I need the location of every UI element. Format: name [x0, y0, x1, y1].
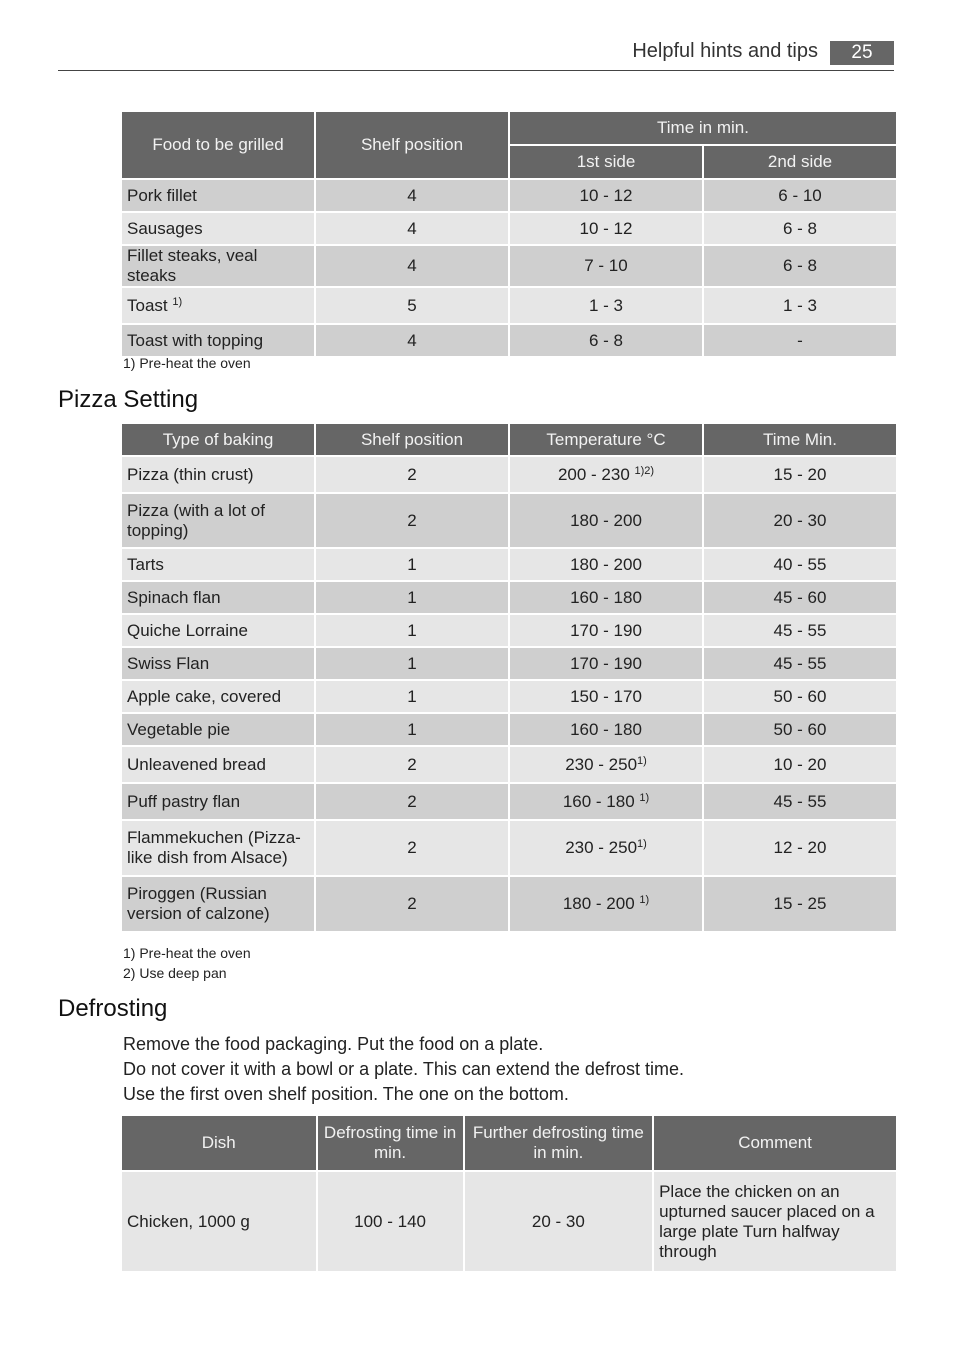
temp-cell: 160 - 180	[510, 582, 702, 613]
second-side-cell: -	[704, 325, 896, 356]
type-cell: Pizza (with a lot of topping)	[122, 494, 314, 547]
table-row	[122, 714, 896, 745]
time-cell: 10 - 20	[704, 747, 896, 782]
table-row	[122, 180, 896, 211]
pizza-header-type: Type of baking	[122, 424, 314, 455]
food-cell: Pork fillet	[122, 180, 314, 211]
pizza-section-title: Pizza Setting	[58, 386, 199, 413]
shelf-cell: 1	[316, 582, 508, 613]
time-cell: 45 - 55	[704, 784, 896, 819]
pizza-footnote-2: 2) Use deep pan	[123, 965, 227, 981]
defrost-time-cell: 100 - 140	[318, 1172, 463, 1271]
table-row	[122, 288, 896, 323]
shelf-cell: 2	[316, 784, 508, 819]
shelf-cell: 2	[316, 457, 508, 492]
dish-cell: Chicken, 1000 g	[122, 1172, 316, 1271]
second-side-cell: 6 - 8	[704, 213, 896, 244]
time-cell: 50 - 60	[704, 714, 896, 745]
defrost-paragraph-1: Remove the food packaging. Put the food on a plate.	[123, 1034, 544, 1054]
shelf-cell: 1	[316, 549, 508, 580]
type-cell: Quiche Lorraine	[122, 615, 314, 646]
table-row	[122, 821, 896, 875]
temp-cell: 160 - 180 $^{1)}$	[510, 784, 702, 819]
first-side-cell: 7 - 10	[510, 246, 702, 286]
type-cell: Pizza (thin crust)	[122, 457, 314, 492]
type-cell: Swiss Flan	[122, 648, 314, 679]
defrost-paragraph-3: Use the first oven shelf position. The one on the bottom.	[123, 1084, 569, 1104]
table-row	[122, 457, 896, 492]
table-row	[122, 681, 896, 712]
type-cell: Flammekuchen (Pizza-like dish from Alsace)	[122, 821, 314, 875]
second-side-cell: 6 - 8	[704, 246, 896, 286]
table-row	[122, 494, 896, 547]
defrost-section-title: Defrosting	[58, 995, 168, 1022]
time-cell: 20 - 30	[704, 494, 896, 547]
temp-cell: 200 - 230 $^{1)2)}$	[510, 457, 702, 492]
table-row	[122, 615, 896, 646]
food-cell: Sausages	[122, 213, 314, 244]
food-cell: Toast with topping	[122, 325, 314, 356]
header-title: Helpful hints and tips	[632, 40, 818, 62]
table-row	[122, 877, 896, 931]
type-cell: Piroggen (Russian version of calzone)	[122, 877, 314, 931]
second-side-cell: 6 - 10	[704, 180, 896, 211]
time-cell: 15 - 25	[704, 877, 896, 931]
table-row	[122, 648, 896, 679]
temp-cell: 150 - 170	[510, 681, 702, 712]
table-row	[122, 213, 896, 244]
time-cell: 15 - 20	[704, 457, 896, 492]
table-row	[122, 549, 896, 580]
food-cell: Toast $^{1)}$	[122, 288, 314, 323]
type-cell: Apple cake, covered	[122, 681, 314, 712]
table-row	[122, 246, 896, 286]
comment-cell: Place the chicken on an upturned saucer placed on a large plate Turn halfway through	[654, 1172, 896, 1271]
shelf-cell: 4	[316, 213, 508, 244]
type-cell: Unleavened bread	[122, 747, 314, 782]
temp-cell: 160 - 180	[510, 714, 702, 745]
shelf-cell: 1	[316, 615, 508, 646]
food-cell: Fillet steaks, veal steaks	[122, 246, 314, 286]
temp-cell: 170 - 190	[510, 615, 702, 646]
grill-header-second-side: 2nd side	[704, 146, 896, 178]
grill-footnote: 1) Pre-heat the oven	[123, 355, 251, 371]
grill-header-time: Time in min.	[510, 112, 896, 144]
defrost-header-further: Further defrosting time in min.	[465, 1116, 652, 1170]
grill-header-shelf: Shelf position	[316, 112, 508, 178]
pizza-header-temp: Temperature °C	[510, 424, 702, 455]
temp-cell: 230 - 250$^{1)}$	[510, 747, 702, 782]
temp-cell: 170 - 190	[510, 648, 702, 679]
time-cell: 12 - 20	[704, 821, 896, 875]
shelf-cell: 2	[316, 494, 508, 547]
pizza-table	[120, 422, 898, 933]
defrost-paragraph-2: Do not cover it with a bowl or a plate. This can extend the defrost time.	[123, 1059, 684, 1079]
shelf-cell: 1	[316, 714, 508, 745]
time-cell: 45 - 55	[704, 648, 896, 679]
shelf-cell: 2	[316, 877, 508, 931]
time-cell: 50 - 60	[704, 681, 896, 712]
time-cell: 40 - 55	[704, 549, 896, 580]
time-cell: 45 - 55	[704, 615, 896, 646]
first-side-cell: 1 - 3	[510, 288, 702, 323]
defrost-header-comment: Comment	[654, 1116, 896, 1170]
temp-cell: 180 - 200	[510, 494, 702, 547]
page-header	[58, 38, 894, 71]
time-cell: 45 - 60	[704, 582, 896, 613]
table-row	[122, 325, 896, 356]
temp-cell: 180 - 200	[510, 549, 702, 580]
shelf-cell: 4	[316, 180, 508, 211]
defrost-header-time: Defrosting time in min.	[318, 1116, 463, 1170]
defrost-header-dish: Dish	[122, 1116, 316, 1170]
first-side-cell: 10 - 12	[510, 180, 702, 211]
table-row	[122, 1172, 896, 1271]
grill-header-first-side: 1st side	[510, 146, 702, 178]
shelf-cell: 2	[316, 747, 508, 782]
shelf-cell: 4	[316, 325, 508, 356]
shelf-cell: 2	[316, 821, 508, 875]
type-cell: Vegetable pie	[122, 714, 314, 745]
pizza-header-time: Time Min.	[704, 424, 896, 455]
pizza-header-shelf: Shelf position	[316, 424, 508, 455]
shelf-cell: 1	[316, 648, 508, 679]
shelf-cell: 1	[316, 681, 508, 712]
defrost-table	[120, 1114, 898, 1273]
table-row	[122, 784, 896, 819]
table-row	[122, 582, 896, 613]
shelf-cell: 4	[316, 246, 508, 286]
grill-header-food: Food to be grilled	[122, 112, 314, 178]
table-row	[122, 747, 896, 782]
temp-cell: 180 - 200 $^{1)}$	[510, 877, 702, 931]
temp-cell: 230 - 250$^{1)}$	[510, 821, 702, 875]
first-side-cell: 10 - 12	[510, 213, 702, 244]
grill-table	[120, 110, 898, 358]
type-cell: Spinach flan	[122, 582, 314, 613]
page-number: 25	[830, 41, 894, 65]
type-cell: Puff pastry flan	[122, 784, 314, 819]
further-time-cell: 20 - 30	[465, 1172, 652, 1271]
shelf-cell: 5	[316, 288, 508, 323]
pizza-footnote-1: 1) Pre-heat the oven	[123, 945, 251, 961]
second-side-cell: 1 - 3	[704, 288, 896, 323]
first-side-cell: 6 - 8	[510, 325, 702, 356]
type-cell: Tarts	[122, 549, 314, 580]
